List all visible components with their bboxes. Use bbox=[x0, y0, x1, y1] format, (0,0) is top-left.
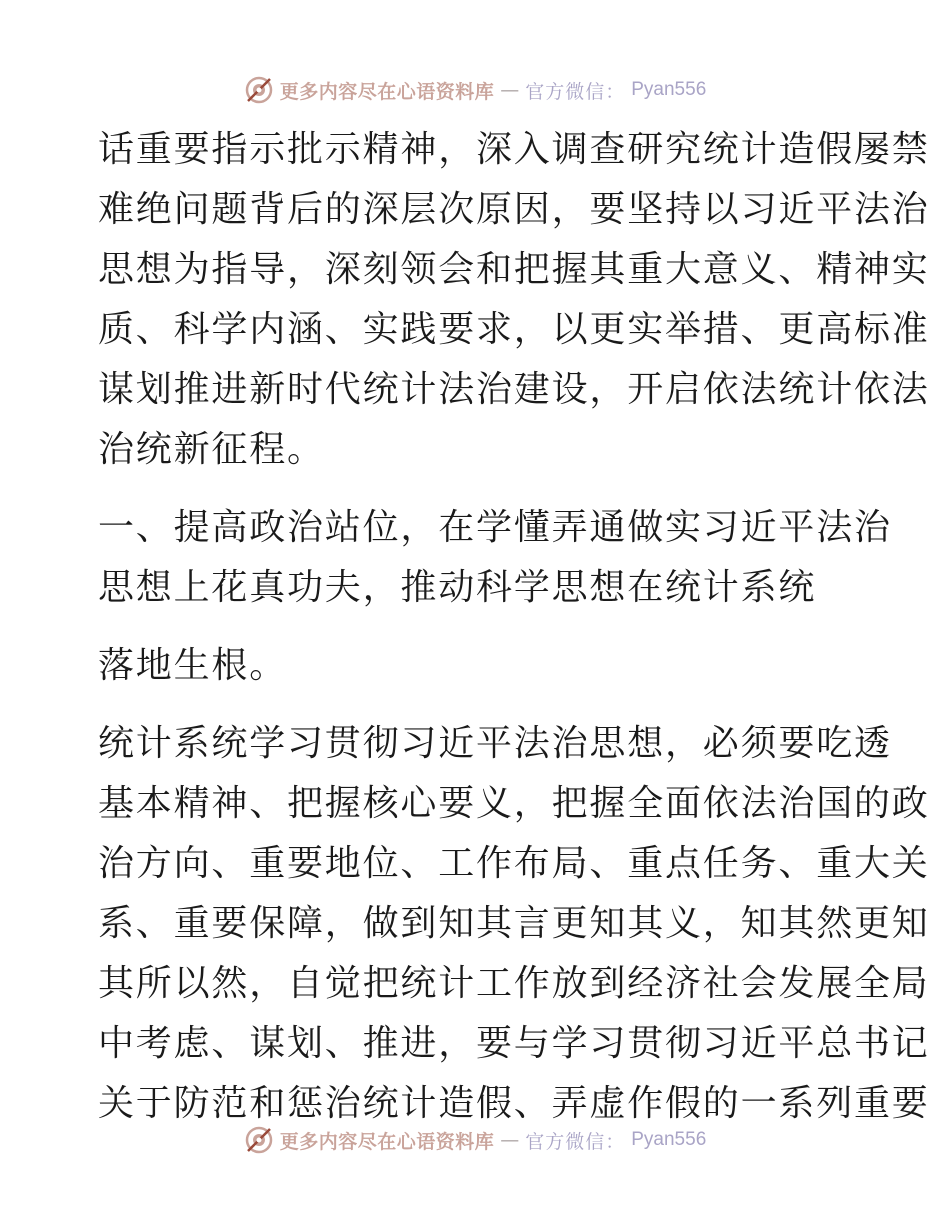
watermark-wechat-id: Pyan556 bbox=[631, 1129, 707, 1150]
watermark-label: 官方微信： bbox=[525, 1130, 626, 1153]
watermark-label: 官方微信： bbox=[525, 80, 626, 103]
paragraph-gap bbox=[98, 618, 858, 636]
text-line: 治统新征程。 bbox=[98, 429, 325, 470]
heading-tail: 落地生根。 bbox=[98, 645, 288, 686]
text-line: 中考虑、谋划、推进，要与学习贯彻习近平总书记 bbox=[98, 1023, 930, 1064]
text-line: 治方向、重要地位、工作布局、重点任务、重大关 bbox=[98, 843, 930, 884]
text-line: 基本精神、把握核心要义，把握全面依法治国的政 bbox=[98, 783, 930, 824]
paragraph-gap bbox=[98, 480, 858, 498]
watermark-brand: 更多内容尽在心语资料库 bbox=[279, 1130, 495, 1153]
brand-logo-icon bbox=[244, 75, 274, 105]
heading-line: 一、提高政治站位，在学懂弄通做实习近平法治 bbox=[98, 507, 892, 548]
watermark-brand: 更多内容尽在心语资料库 bbox=[279, 80, 495, 103]
watermark-bottom bbox=[0, 1120, 950, 1160]
text-line: 统计系统学习贯彻习近平法治思想，必须要吃透 bbox=[98, 723, 892, 764]
paragraph-intro bbox=[98, 120, 930, 480]
document-body bbox=[98, 120, 930, 1134]
watermark-dash: — bbox=[500, 79, 520, 101]
watermark-top bbox=[0, 70, 950, 110]
paragraph-main bbox=[98, 714, 930, 1134]
text-line: 质、科学内涵、实践要求，以更实举措、更高标准 bbox=[98, 309, 930, 350]
paragraph-gap bbox=[98, 696, 858, 714]
brand-logo-icon bbox=[244, 1125, 274, 1155]
text-line: 谋划推进新时代统计法治建设，开启依法统计依法 bbox=[98, 369, 930, 410]
section-heading bbox=[98, 498, 892, 618]
text-line: 关于防范和惩治统计造假、弄虚作假的一系列重要 bbox=[98, 1083, 930, 1124]
text-line: 系、重要保障，做到知其言更知其义，知其然更知 bbox=[98, 903, 930, 944]
text-line: 难绝问题背后的深层次原因，要坚持以习近平法治 bbox=[98, 189, 930, 230]
watermark-wechat-id: Pyan556 bbox=[631, 79, 707, 100]
text-line: 其所以然，自觉把统计工作放到经济社会发展全局 bbox=[98, 963, 930, 1004]
text-line: 思想为指导，深刻领会和把握其重大意义、精神实 bbox=[98, 249, 930, 290]
heading-line: 思想上花真功夫，推动科学思想在统计系统 bbox=[98, 567, 817, 608]
text-line: 话重要指示批示精神，深入调查研究统计造假屡禁 bbox=[98, 129, 930, 170]
watermark-dash: — bbox=[500, 1129, 520, 1151]
